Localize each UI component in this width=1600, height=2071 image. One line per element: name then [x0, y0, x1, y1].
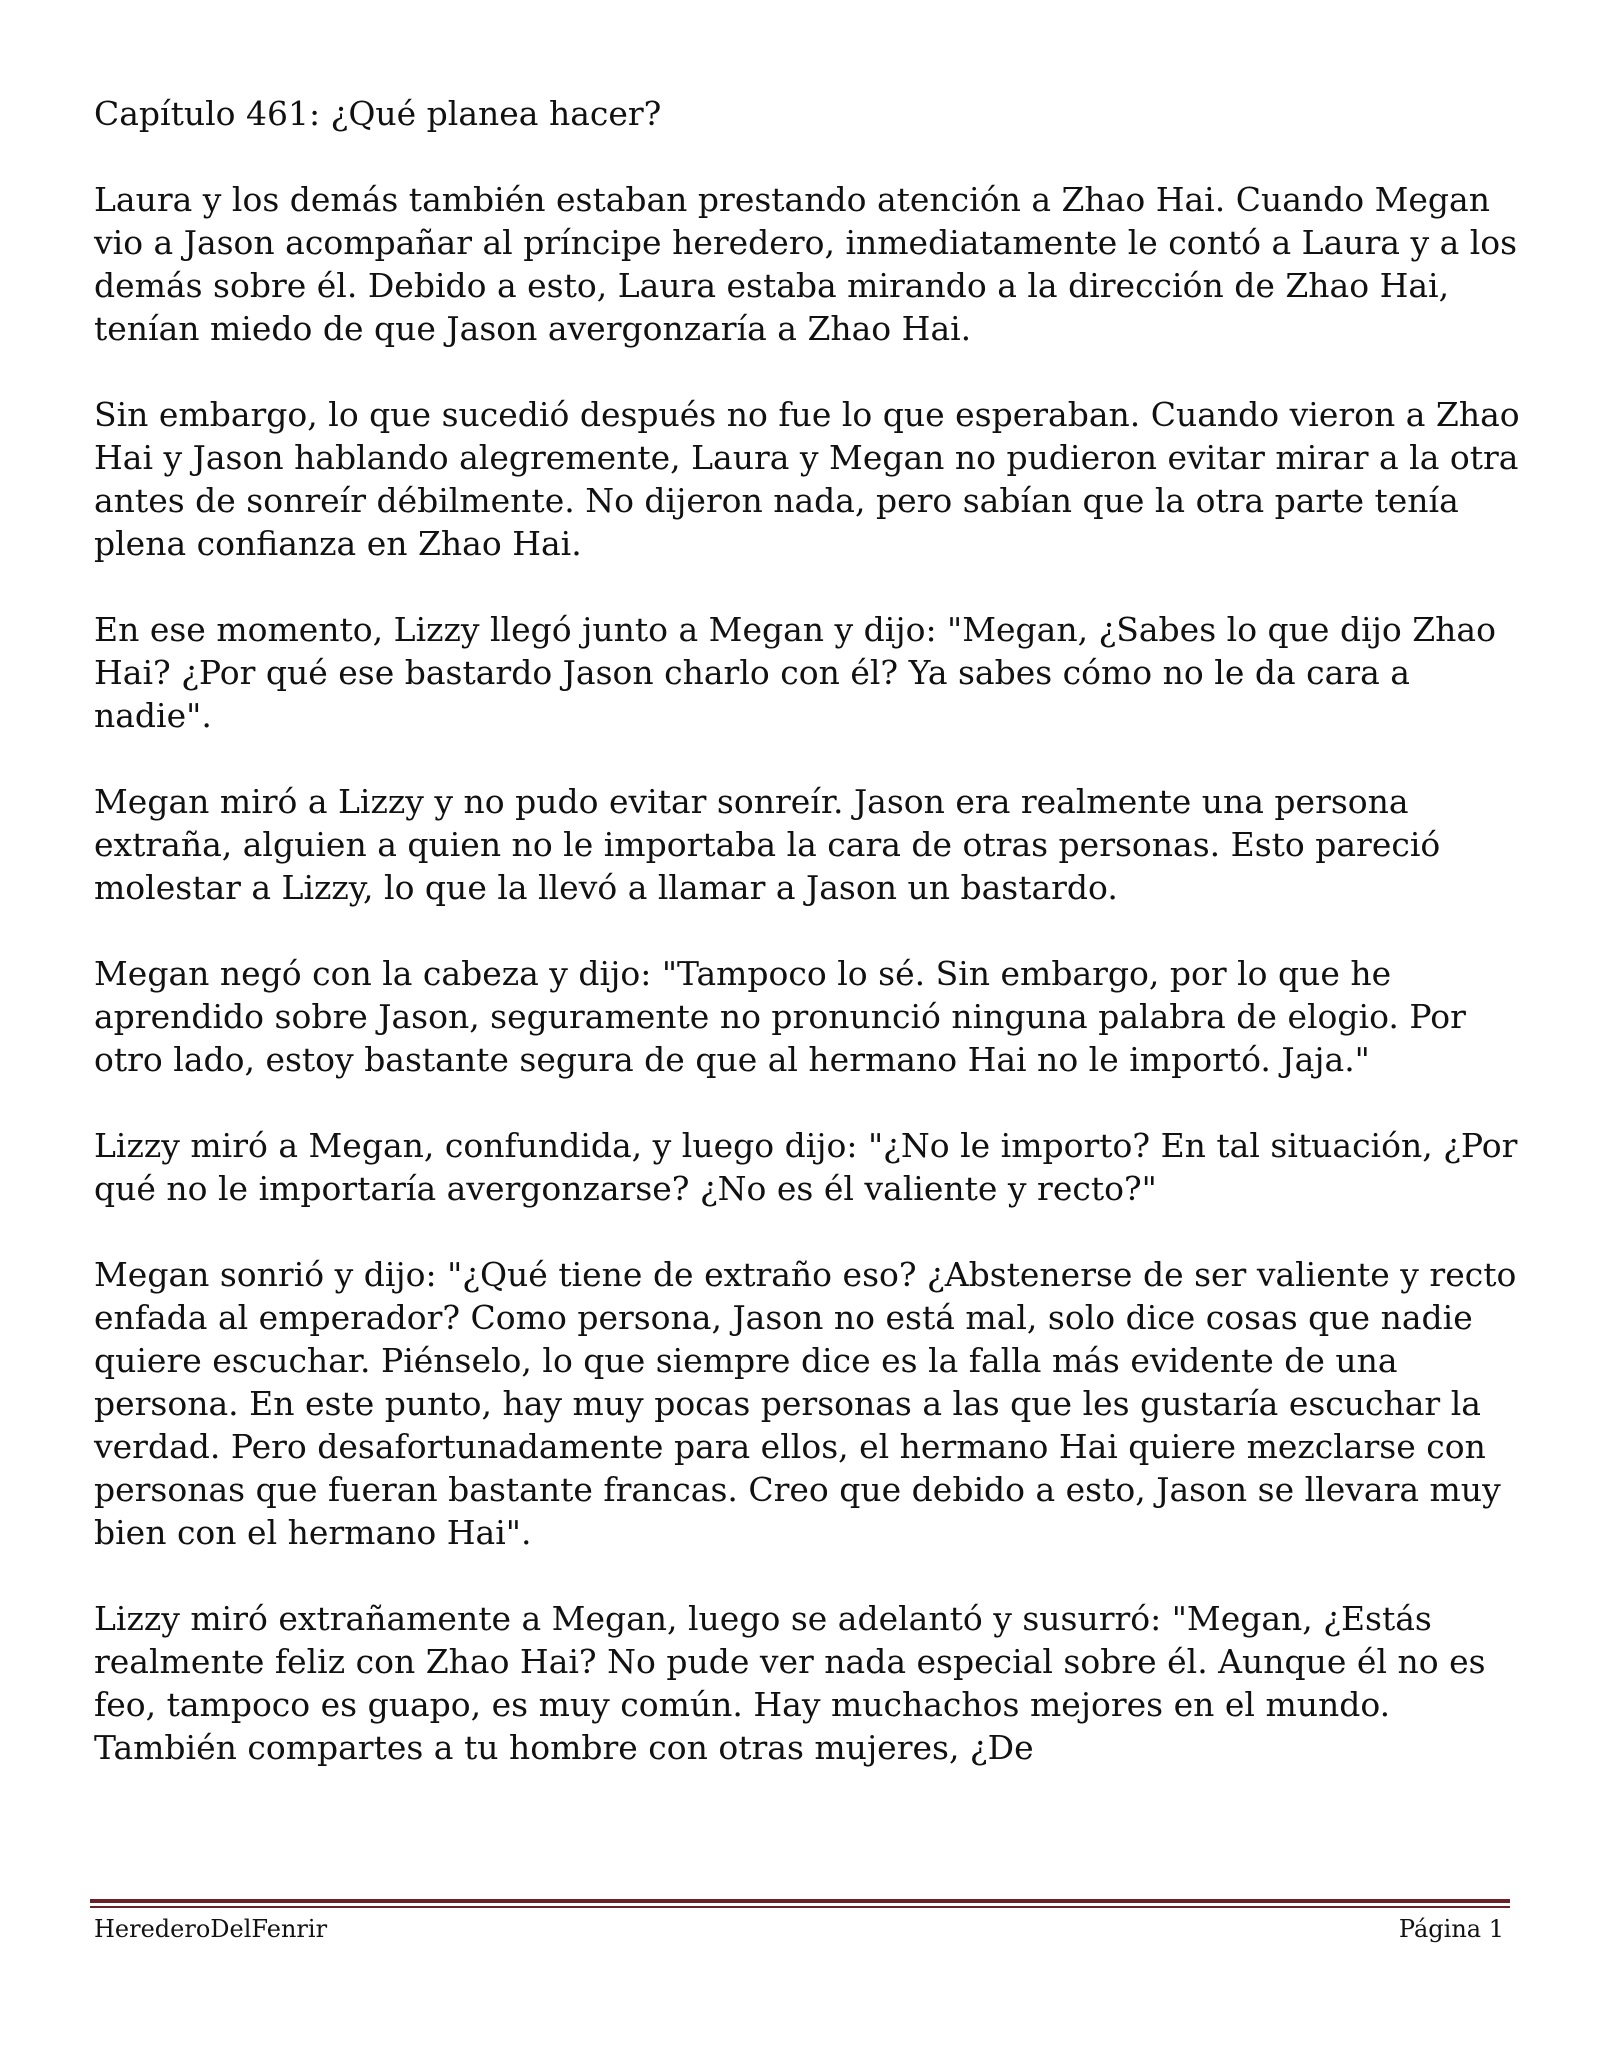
paragraph: Megan negó con la cabeza y dijo: "Tampoco lo sé. Sin embargo, por lo que he aprendido sobre Jason, seguramente no pronunció ninguna palabra de elogio. Por otro lado, estoy bastante segura de que al hermano Hai no le importó. Jaja." — [94, 954, 1466, 1079]
footer-divider — [90, 1899, 1510, 1908]
page-number: Página 1 — [1398, 1915, 1504, 1943]
paragraph: Megan sonrió y dijo: "¿Qué tiene de extraño eso? ¿Abstenerse de ser valiente y recto enfada al emperador? Como persona, Jason no está mal, solo dice cosas que nadie quiere escuchar. Piénselo, lo que siempre dice es la falla más evidente de una persona. En este punto, hay muy pocas personas a las que les gustaría escuchar la verdad. Pero desafortunadamente para ellos, el hermano Hai quiere mezclarse con personas que fueran bastante francas. Creo que debido a esto, Jason se llevara muy bien con el hermano Hai". — [94, 1255, 1517, 1552]
paragraph: En ese momento, Lizzy llegó junto a Megan y dijo: "Megan, ¿Sabes lo que dijo Zhao Hai? ¿Por qué ese bastardo Jason charlo con él? Ya sabes cómo no le da cara a nadie". — [94, 610, 1496, 735]
paragraph: Laura y los demás también estaban prestando atención a Zhao Hai. Cuando Megan vio a Jason acompañar al príncipe heredero, inmediatamente le contó a Laura y a los demás sobre él. Debido a esto, Laura estaba mirando a la dirección de Zhao Hai, tenían miedo de que Jason avergonzaría a Zhao Hai. — [94, 180, 1518, 348]
paragraph: Lizzy miró extrañamente a Megan, luego se adelantó y susurró: "Megan, ¿Estás realmente feliz con Zhao Hai? No pude ver nada especial sobre él. Aunque él no es feo, tampoco es guapo, es muy común. Hay muchachos mejores en el mundo. También compartes a tu hombre con otras mujeres, ¿De — [94, 1599, 1486, 1767]
paragraph: Megan miró a Lizzy y no pudo evitar sonreír. Jason era realmente una persona extraña, alguien a quien no le importaba la cara de otras personas. Esto pareció molestar a Lizzy, lo que la llevó a llamar a Jason un bastardo. — [94, 782, 1441, 907]
document-body — [94, 92, 1524, 1769]
paragraph: Sin embargo, lo que sucedió después no fue lo que esperaban. Cuando vieron a Zhao Hai y Jason hablando alegremente, Laura y Megan no pudieron evitar mirar a la otra antes de sonreír débilmente. No dijeron nada, pero sabían que la otra parte tenía plena confianza en Zhao Hai. — [94, 395, 1520, 563]
footer-author: HerederoDelFenrir — [94, 1915, 328, 1943]
chapter-title: Capítulo 461: ¿Qué planea hacer? — [94, 94, 662, 133]
paragraph: Lizzy miró a Megan, confundida, y luego dijo: "¿No le importo? En tal situación, ¿Por qué no le importaría avergonzarse? ¿No es él valiente y recto?" — [94, 1126, 1518, 1208]
